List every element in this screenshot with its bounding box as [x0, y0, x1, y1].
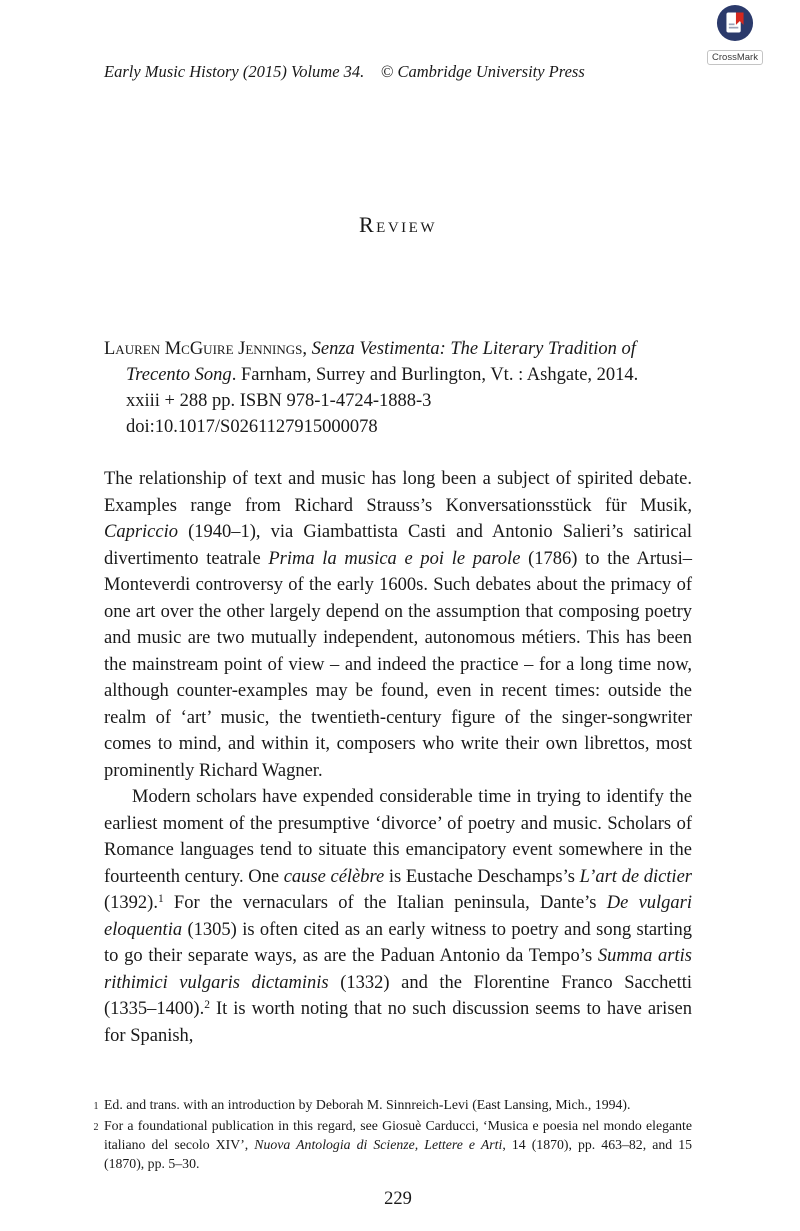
footnotes-section	[88, 1095, 692, 1173]
crossmark-logo-icon	[716, 4, 754, 42]
footnote-text: For a foundational publication in this regard, see Giosuè Carducci, ‘Musica e poesia nel mondo elegante italiano del secolo XIV’, Nuova Antologia di Scienze, Lettere e Arti, 14 (1870), pp. 463–82, and 15 (1870), pp. 5–30.	[104, 1118, 692, 1171]
footnote-marker: 1	[93, 1101, 99, 1112]
citation-line: Lauren McGuire Jennings, Senza Vestimenta: The Literary Tradition of	[104, 339, 636, 359]
citation-line: Trecento Song. Farnham, Surrey and Burlington, Vt. : Ashgate, 2014.	[126, 365, 639, 385]
citation-line: doi:10.1017/S0261127915000078	[126, 417, 378, 437]
footnote	[88, 1095, 692, 1116]
crossmark-label: CrossMark	[707, 50, 763, 65]
citation-block	[104, 336, 692, 440]
footnote-marker: 2	[93, 1122, 99, 1133]
page-number: 229	[384, 1189, 412, 1209]
review-title: Review	[359, 212, 437, 237]
crossmark-badge[interactable]	[702, 4, 768, 65]
footnote-text: Ed. and trans. with an introduction by Deborah M. Sinnreich-Levi (East Lansing, Mich., 1994).	[104, 1097, 631, 1112]
citation-line: xxiii + 288 pp. ISBN 978-1-4724-1888-3	[126, 391, 432, 411]
footnote	[88, 1116, 692, 1173]
body-paragraph: The relationship of text and music has long been a subject of spirited debate. Examples range from Richard Strauss’s Konversationsstück für Musik, Capriccio (1940–1), via Giambattista Casti and Antonio Salieri’s satirical divertimento teatrale Prima la musica e poi le parole (1786) to the Artusi–Monteverdi controversy of the early 1600s. Such debates about the primacy of one art over the other largely depend on the assumption that composing poetry and music are two mutually independent, autonomous métiers. This has been the mainstream point of view – and indeed the practice – for a long time now, although counter-examples may be found, even in recent times: outside the realm of ‘art’ music, the twentieth-century figure of the singer-songwriter comes to mind, and within it, composers who write their own librettos, most prominently Richard Wagner.	[104, 469, 692, 781]
body-paragraph: Modern scholars have expended considerable time in trying to identify the earliest moment of the presumptive ‘divorce’ of poetry and music. Scholars of Romance languages tend to situate this emancipatory event somewhere in the fourteenth century. One cause célèbre is Eustache Deschamps’s L’art de dictier (1392).$^1$ For the vernaculars of the Italian peninsula, Dante’s De vulgari eloquentia (1305) is often cited as an early witness to poetry and song starting to go their separate ways, as are the Paduan Antonio da Tempo’s Summa artis rithimici vulgaris dictaminis (1332) and the Florentine Franco Sacchetti (1335–1400).$^2$ It is worth noting that no such discussion seems to have arisen for Spanish,	[104, 787, 693, 1046]
journal-header-line: Early Music History (2015) Volume 34. © Cambridge University Press	[104, 62, 585, 81]
review-body	[104, 466, 692, 1049]
page-content	[93, 0, 693, 1210]
